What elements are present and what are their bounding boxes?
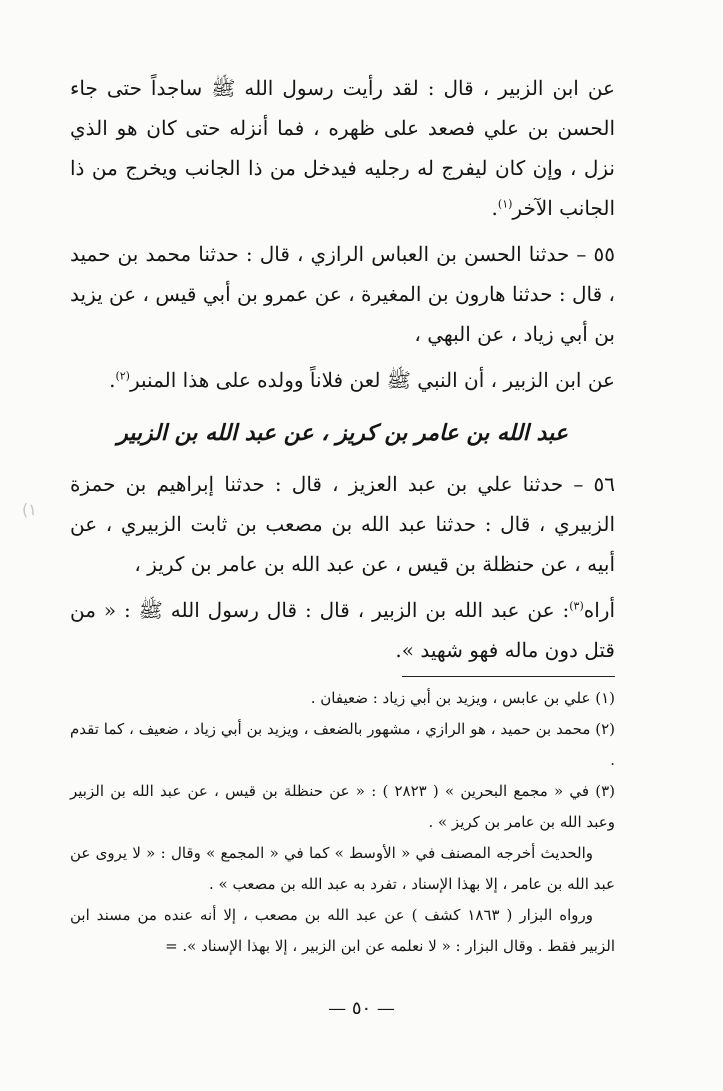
paragraph-1-end: . <box>491 196 498 220</box>
paragraph-3: عن ابن الزبير ، أن النبي ﷺ لعن فلاناً وولده على هذا المنبر <box>129 368 615 392</box>
footnotes <box>70 683 615 962</box>
page-number: — ٥٠ — <box>328 998 395 1019</box>
footnote-1: (١) علي بن عابس ، ويزيد بن أبي زياد : ضعيفان . <box>310 689 615 707</box>
footnote-ref-3[interactable]: (٣) <box>569 599 584 613</box>
margin-mark: (١ <box>22 500 37 519</box>
hadith-54-text <box>70 68 615 228</box>
footnote-3: (٣) في « مجمع البحرين » ( ٢٨٢٣ ) : « عن حنظلة بن قيس ، عن عبد الله بن الزبير وعبد الله بن عامر بن كريز » . <box>70 782 615 831</box>
hadith-56-text <box>70 590 615 670</box>
footnote-ref-2[interactable]: (٢) <box>115 369 130 383</box>
footnote-2: (٢) محمد بن حميد ، هو الرازي ، مشهور بالضعف ، ويزيد بن أبي زياد ، ضعيف ، كما تقدم . <box>70 720 615 769</box>
paragraph-1: عن ابن الزبير ، قال : لقد رأيت رسول الله ﷺ ساجداً حتى جاء الحسن بن علي فصعد على ظهره ، فما أنزله حتى كان هو الذي نزل ، وإن كان ليفرج له رجليه فيدخل من ذا الجانب ويخرج من ذا الجانب الآخر <box>70 76 615 220</box>
footnote-3-continued-b: ورواه البزار ( ١٨٦٣ كشف ) عن عبد الله بن مصعب ، إلا أنه عنده من مسند ابن الزبير فقط . وقال البزار : « لا نعلمه عن ابن الزبير ، إلا بهذا الإسناد ». = <box>70 906 615 955</box>
hadith-56-isnad: ٥٦ – حدثنا علي بن عبد العزيز ، قال : حدثنا إبراهيم بن حمزة الزبيري ، قال : حدثنا عبد الله بن مصعب بن ثابت الزبيري ، عن أبيه ، عن حنظلة بن قيس ، عن عبد الله بن عامر بن كريز ، <box>70 472 615 576</box>
para-3-prefix: أراه <box>583 598 615 622</box>
section-heading: عبد الله بن عامر بن كريز ، عن عبد الله بن الزبير <box>117 421 568 446</box>
hadith-55-text <box>70 360 615 400</box>
footnote-3-continued-a: والحديث أخرجه المصنف في « الأوسط » كما في « المجمع » وقال : « لا يروى عن عبد الله بن عامر ، إلا بهذا الإسناد ، تفرد به عبد الله بن مصعب » . <box>70 844 615 893</box>
paragraph-3-end: . <box>109 368 116 392</box>
footnote-divider <box>402 676 615 677</box>
footnote-ref-1[interactable]: (١) <box>497 197 513 211</box>
main-text <box>70 68 615 670</box>
hadith-55-isnad: ٥٥ – حدثنا الحسن بن العباس الرازي ، قال : حدثنا محمد بن حميد ، قال : حدثنا هارون بن المغيرة ، عن عمرو بن أبي قيس ، عن يزيد بن أبي زياد ، عن البهي ، <box>70 242 615 346</box>
para-3-body: : عن عبد الله بن الزبير ، قال : قال رسول الله ﷺ : « من قتل دون ماله فهو شهيد ». <box>70 598 615 662</box>
